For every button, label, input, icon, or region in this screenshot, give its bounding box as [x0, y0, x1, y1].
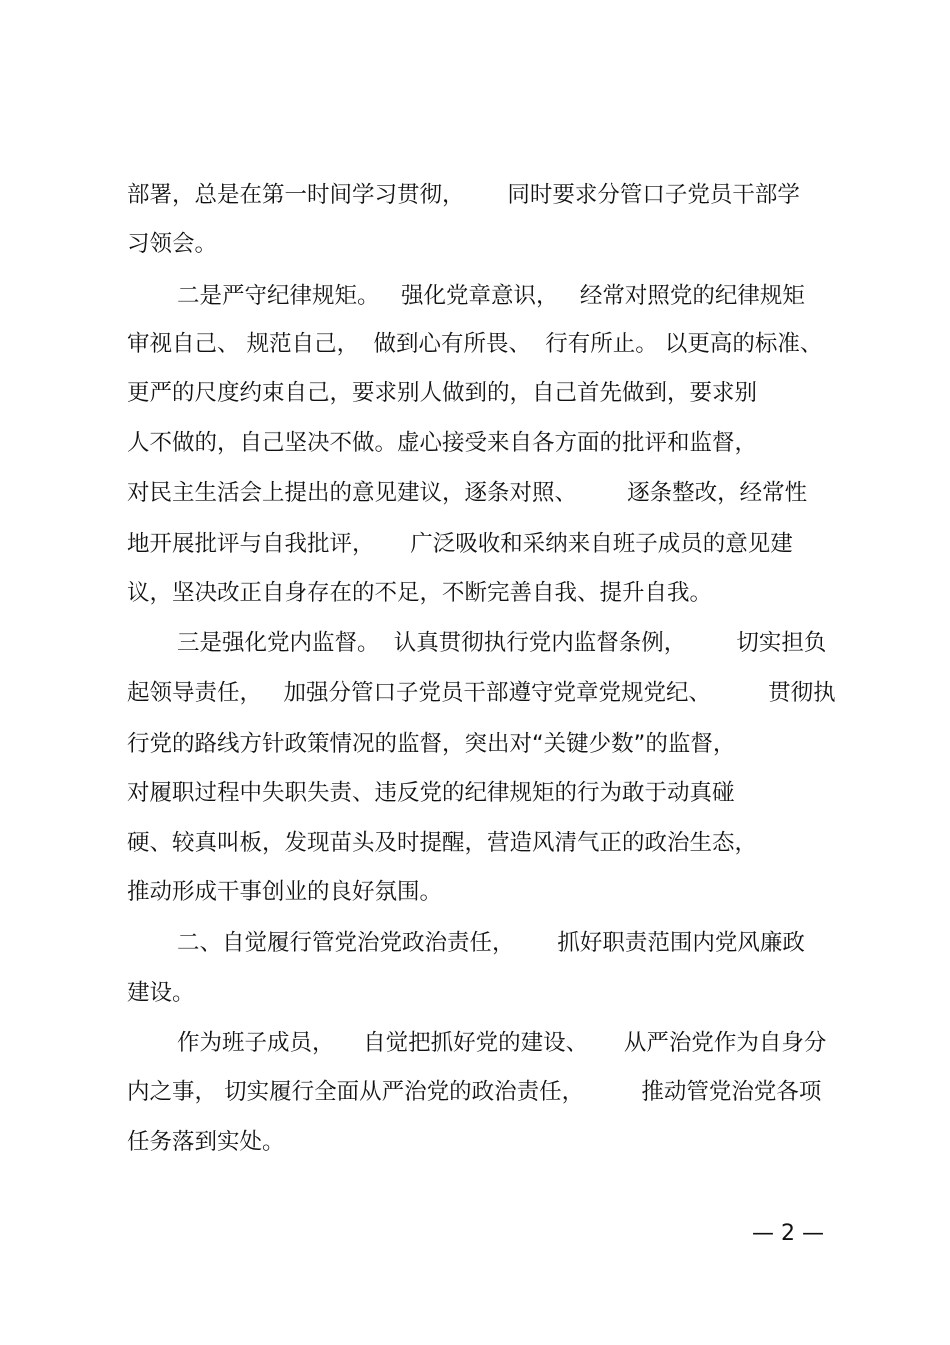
text-line: 人不做的，自己坚决不做。虚心接受来自各方面的批评和监督，	[127, 430, 758, 456]
text-line: 内之事， 切实履行全面从严治党的政治责任， 推动管党治党各项	[127, 1079, 822, 1105]
text-line: 对履职过程中失职失责、违反党的纪律规矩的行为敢于动真碰	[127, 780, 735, 806]
paragraph-first-line: 三是强化党内监督。 认真贯彻执行党内监督条例， 切实担负	[177, 630, 827, 656]
text-line: 议，坚决改正自身存在的不足，不断完善自我、提升自我。	[127, 580, 713, 606]
text-line: 硬、较真叫板，发现苗头及时提醒，营造风清气正的政治生态，	[127, 830, 758, 856]
section-heading-line: 建设。	[127, 980, 195, 1006]
text-line: 推动形成干事创业的良好氛围。	[127, 879, 443, 905]
text-line: 部署，总是在第一时间学习贯彻， 同时要求分管口子党员干部学	[127, 182, 800, 208]
paragraph-first-line: 作为班子成员， 自觉把抓好党的建设、 从严治党作为自身分	[177, 1030, 827, 1056]
text-line: 行党的路线方针政策情况的监督，突出对“关键少数”的监督，	[127, 731, 736, 757]
text-line: 地开展批评与自我批评， 广泛吸收和采纳来自班子成员的意见建	[127, 531, 793, 557]
page-number: — 2 —	[752, 1221, 824, 1246]
text-line: 习领会。	[127, 231, 218, 257]
text-line: 任务落到实处。	[127, 1129, 285, 1155]
text-line: 审视自己、 规范自己， 做到心有所畏、 行有所止。 以更高的标准、	[127, 331, 823, 357]
paragraph-first-line: 二是严守纪律规矩。 强化党章意识， 经常对照党的纪律规矩	[177, 283, 805, 309]
text-line: 起领导责任， 加强分管口子党员干部遵守党章党规党纪、 贯彻执	[127, 680, 836, 706]
text-line: 更严的尺度约束自己，要求别人做到的，自己首先做到，要求别	[127, 380, 758, 406]
text-line: 对民主生活会上提出的意见建议，逐条对照、 逐条整改，经常性	[127, 480, 808, 506]
section-heading-line: 二、自觉履行管党治党政治责任， 抓好职责范围内党风廉政	[177, 930, 805, 956]
